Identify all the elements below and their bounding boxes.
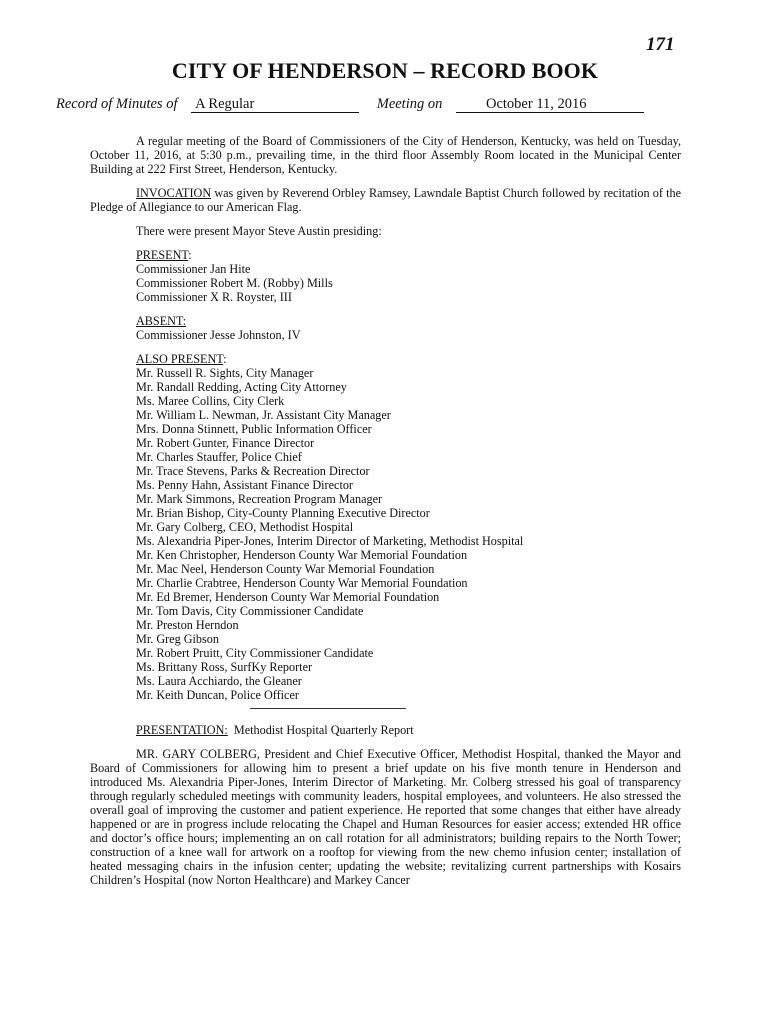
present-section [136,248,681,304]
present-heading: PRESENT [136,248,189,262]
list-item: Mr. Greg Gibson [136,632,219,646]
present-heading-line [136,248,681,262]
list-item: Mr. Tom Davis, City Commissioner Candidate [136,604,364,618]
meeting-date-field: October 11, 2016 [456,97,644,113]
list-item: Mr. Charles Stauffer, Police Chief [136,450,302,464]
list-item: Mr. William L. Newman, Jr. Assistant City Manager [136,408,391,422]
list-item: Commissioner Jan Hite [136,262,251,276]
invocation-paragraph [90,186,681,214]
page-number: 171 [646,34,675,55]
present-colon: : [188,248,192,262]
list-item: Mr. Ken Christopher, Henderson County War Memorial Foundation [136,548,468,562]
also-present-list [136,366,681,702]
list-item: Mr. Trace Stevens, Parks & Recreation Director [136,464,370,478]
present-list [136,262,681,304]
presentation-heading-line [90,723,681,737]
meeting-label: Meeting on [376,96,443,112]
record-label: Record of Minutes of [56,96,178,112]
also-present-heading-line [136,352,681,366]
list-item: Mr. Gary Colberg, CEO, Methodist Hospital [136,520,354,534]
list-item: Mr. Preston Herndon [136,618,239,632]
section-divider [250,708,406,709]
list-item: Commissioner X R. Royster, III [136,290,292,304]
list-item: Mr. Robert Pruitt, City Commissioner Candidate [136,646,374,660]
list-item: Mr. Keith Duncan, Police Officer [136,688,299,702]
absent-section [136,314,681,342]
list-item: Commissioner Robert M. (Robby) Mills [136,276,333,290]
list-item: Mr. Robert Gunter, Finance Director [136,436,315,450]
list-item: Mr. Mac Neel, Henderson County War Memorial Foundation [136,562,435,576]
presentation-paragraph: MR. GARY COLBERG, President and Chief Executive Officer, Methodist Hospital, thanked the Mayor and Board of Commissioners for allowing him to present a brief update on his five month tenure in Henderson and introduced Ms. Alexandria Piper-Jones, Interim Director of Marketing. Mr. Colberg stressed his goal of transparency through regularly scheduled meetings with community leaders, hospital employees, and volunteers. He also stressed the overall goal of improving the customer and patient experience. He reported that some changes that either have already happened or are in progress include relocating the Chapel and Human Resources for easier access; extended HR office and doctor’s office hours; implementing an on call rotation for all administrators; building repairs to the North Tower; construction of a knee wall for artwork on a rooftop for viewing from the new chemo infusion center; installation of heated messaging chairs in the infusion center; updating the website; revitalizing current partnerships with Kosairs Children’s Hospital (now Norton Healthcare) and Markey Cancer [90,747,681,887]
page-title: CITY OF HENDERSON – RECORD BOOK [171,58,599,83]
list-item: Mr. Russell R. Sights, City Manager [136,366,314,380]
also-present-colon: : [223,352,227,366]
intro-paragraph: A regular meeting of the Board of Commissioners of the City of Henderson, Kentucky, was held on Tuesday, October 11, 2016, at 5:30 p.m., prevailing time, in the third floor Assembly Room located in the Municipal Center Building at 222 First Street, Henderson, Kentucky. [90,134,681,176]
invocation-text: was given by Reverend Orbley Ramsey, Lawndale Baptist Church followed by recitation of the Pledge of Allegiance to our American Flag. [90,186,681,214]
also-present-section [136,352,681,702]
absent-list [136,328,681,342]
list-item: Ms. Laura Acchiardo, the Gleaner [136,674,302,688]
list-item: Ms. Brittany Ross, SurfKy Reporter [136,660,313,674]
record-line [56,96,644,113]
list-item: Ms. Alexandria Piper-Jones, Interim Director of Marketing, Methodist Hospital [136,534,524,548]
list-item: Mr. Mark Simmons, Recreation Program Manager [136,492,383,506]
list-item: Mr. Brian Bishop, City-County Planning Executive Director [136,506,430,520]
list-item: Ms. Maree Collins, City Clerk [136,394,285,408]
also-present-heading: ALSO PRESENT [136,352,224,366]
list-item: Ms. Penny Hahn, Assistant Finance Director [136,478,353,492]
invocation-heading: INVOCATION [136,186,212,200]
list-item: Commissioner Jesse Johnston, IV [136,328,301,342]
absent-heading: ABSENT: [136,314,187,328]
presentation-title: Methodist Hospital Quarterly Report [227,723,414,737]
presiding-statement: There were present Mayor Steve Austin presiding: [136,224,382,238]
meeting-type-field: A Regular [191,97,359,113]
list-item: Mr. Ed Bremer, Henderson County War Memorial Foundation [136,590,440,604]
list-item: Mr. Randall Redding, Acting City Attorney [136,380,347,394]
minutes-body [90,134,681,897]
list-item: Mr. Charlie Crabtree, Henderson County War Memorial Foundation [136,576,468,590]
list-item: Mrs. Donna Stinnett, Public Information Officer [136,422,372,436]
presentation-heading: PRESENTATION: [136,723,228,737]
